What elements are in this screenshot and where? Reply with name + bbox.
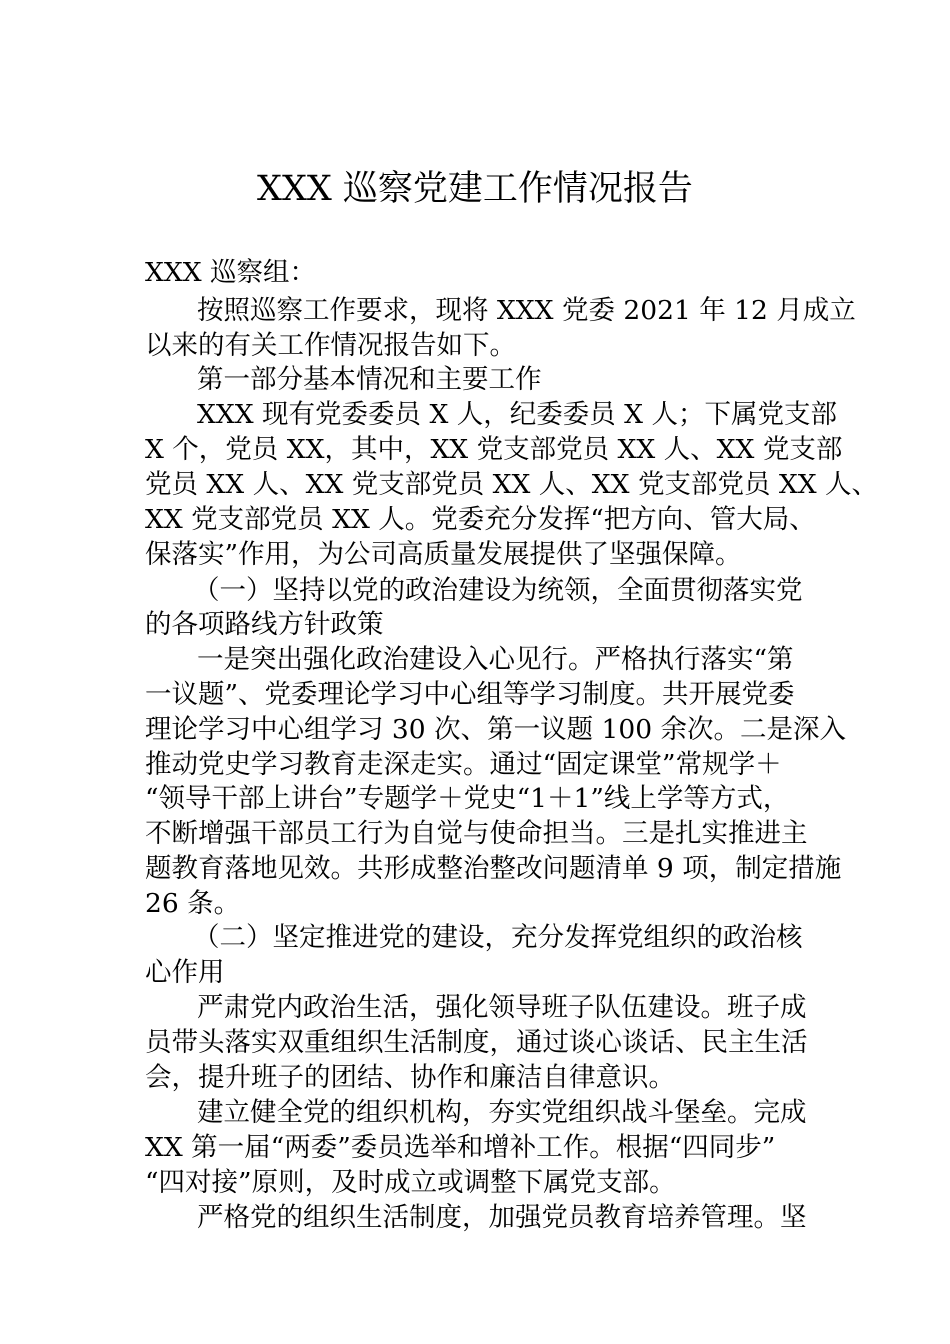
paragraph-line: 一是突出强化政治建设入心见行。严格执行落实“第 xyxy=(197,644,794,675)
paragraph-line: 会，提升班子的团结、协作和廉洁自律意识。 xyxy=(145,1062,675,1093)
paragraph-line: 严格党的组织生活制度，加强党员教育培养管理。坚 xyxy=(197,1202,807,1233)
paragraph-line: 理论学习中心组学习 30 次、第一议题 100 余次。二是深入 xyxy=(145,714,846,745)
paragraph-line: 以来的有关工作情况报告如下。 xyxy=(145,330,516,361)
paragraph-line: “领导干部上讲台”专题学＋党史“1＋1”线上学等方式， xyxy=(145,783,790,814)
document-title: XXX 巡察党建工作情况报告 xyxy=(257,169,693,209)
subsection-heading: （一）坚持以党的政治建设为统领，全面贯彻落实党 xyxy=(193,575,803,606)
paragraph-line: 保落实”作用，为公司高质量发展提供了坚强保障。 xyxy=(145,539,742,570)
paragraph-line: 推动党史学习教育走深走实。通过“固定课堂”常规学＋ xyxy=(145,749,782,780)
subsection-heading: （二）坚定推进党的建设，充分发挥党组织的政治核 xyxy=(193,922,803,953)
paragraph-line: 按照巡察工作要求，现将 XXX 党委 2021 年 12 月成立 xyxy=(197,295,856,326)
paragraph-line: 党员 XX 人、XX 党支部党员 XX 人、XX 党支部党员 XX 人、 xyxy=(145,469,879,500)
section-heading: 第一部分基本情况和主要工作 xyxy=(197,364,542,395)
paragraph-line: 一议题”、党委理论学习中心组等学习制度。共开展党委 xyxy=(145,679,795,710)
paragraph-line: XXX 现有党委委员 X 人，纪委委员 X 人；下属党支部 xyxy=(197,399,837,430)
paragraph-line: “四对接”原则，及时成立或调整下属党支部。 xyxy=(145,1167,676,1198)
paragraph-line: 不断增强干部员工行为自觉与使命担当。三是扎实推进主 xyxy=(145,818,808,849)
paragraph-line: X 个，党员 XX，其中，XX 党支部党员 XX 人、XX 党支部 xyxy=(145,434,843,465)
paragraph-line: 题教育落地见效。共形成整治整改问题清单 9 项，制定措施 xyxy=(145,853,842,884)
subsection-heading-continued: 心作用 xyxy=(145,957,225,988)
paragraph-line: 严肃党内政治生活，强化领导班子队伍建设。班子成 xyxy=(197,992,807,1023)
paragraph-line: 员带头落实双重组织生活制度，通过谈心谈话、民主生活 xyxy=(145,1027,808,1058)
paragraph-line: 建立健全党的组织机构，夯实党组织战斗堡垒。完成 xyxy=(197,1097,807,1128)
paragraph-line: XX 党支部党员 XX 人。党委充分发挥“把方向、管大局、 xyxy=(145,504,816,535)
salutation: XXX 巡察组： xyxy=(145,257,317,288)
paragraph-line: 26 条。 xyxy=(145,888,241,919)
paragraph-line: XX 第一届“两委”委员选举和增补工作。根据“四同步” xyxy=(145,1132,776,1163)
subsection-heading-continued: 的各项路线方针政策 xyxy=(145,609,384,640)
